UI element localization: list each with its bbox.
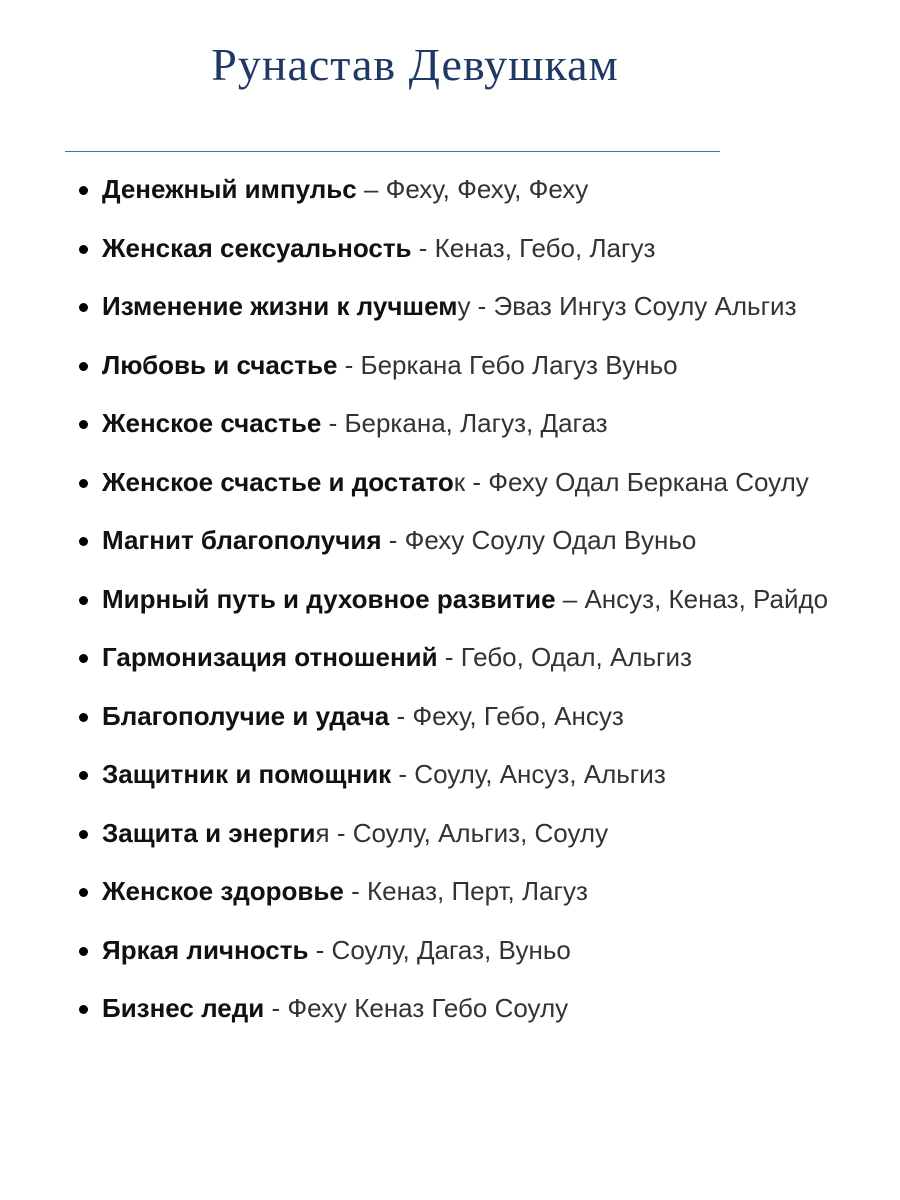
runestave-list [75, 170, 835, 1048]
item-topic: Магнит благополучия [102, 525, 382, 555]
item-runes: к - Феху Одал Беркана Соулу [453, 466, 809, 497]
list-item [75, 404, 835, 443]
item-topic: Бизнес леди [102, 993, 265, 1023]
list-item [75, 814, 835, 853]
page-title: Рунастав Девушкам [211, 39, 619, 90]
bullet-icon [79, 888, 88, 897]
item-topic: Гармонизация отношений [102, 642, 438, 672]
list-item [75, 872, 835, 911]
bullet-icon [79, 947, 88, 956]
item-topic: Женское здоровье [102, 876, 344, 906]
item-topic: Денежный импульс [102, 174, 357, 204]
item-runes: - Беркана Гебо Лагуз Вуньо [337, 349, 678, 380]
bullet-icon [79, 186, 88, 195]
item-topic: Яркая личность [102, 934, 309, 965]
bullet-icon [79, 537, 88, 546]
list-item [75, 170, 835, 209]
item-runes: – Ансуз, Кеназ, Райдо [555, 583, 829, 614]
bullet-icon [79, 303, 88, 312]
list-item [75, 521, 835, 560]
bullet-icon [79, 654, 88, 663]
item-runes: - Гебо, Одал, Альгиз [437, 642, 692, 672]
item-topic: Благополучие и удача [102, 700, 390, 731]
bullet-icon [79, 362, 88, 371]
item-runes: - Кеназ, Перт, Лагуз [343, 876, 588, 906]
bullet-icon [79, 713, 88, 722]
item-topic: Женское счастье [102, 408, 322, 438]
list-item [75, 638, 835, 677]
bullet-icon [79, 1005, 88, 1014]
list-item [75, 697, 835, 736]
item-runes: у - Эваз Ингуз Соулу Альгиз [457, 291, 797, 321]
item-runes: - Соулу, Ансуз, Альгиз [391, 759, 666, 789]
item-runes: - Феху Соулу Одал Вуньо [381, 525, 697, 555]
title-divider [65, 151, 720, 152]
item-topic: Женская сексуальность [102, 232, 412, 263]
item-runes: - Соулу, Дагаз, Вуньо [308, 934, 571, 965]
bullet-icon [79, 596, 88, 605]
list-item [75, 989, 835, 1028]
bullet-icon [79, 830, 88, 839]
item-topic: Защитник и помощник [102, 759, 392, 789]
item-topic: Любовь и счастье [102, 349, 338, 380]
list-item [75, 463, 835, 502]
list-item [75, 580, 835, 619]
item-topic: Мирный путь и духовное развитие [102, 583, 556, 614]
item-runes: я - Соулу, Альгиз, Соулу [315, 817, 609, 848]
item-topic: Изменение жизни к лучшем [102, 291, 458, 321]
list-item [75, 931, 835, 970]
list-item [75, 229, 835, 268]
item-runes: - Феху Кеназ Гебо Соулу [264, 993, 569, 1023]
item-runes: – Феху, Феху, Феху [356, 174, 589, 204]
item-runes: - Кеназ, Гебо, Лагуз [411, 232, 656, 263]
bullet-icon [79, 771, 88, 780]
item-runes: - Феху, Гебо, Ансуз [389, 700, 624, 731]
item-topic: Женское счастье и достато [102, 466, 454, 497]
item-topic: Защита и энерги [102, 817, 316, 848]
list-item [75, 346, 835, 385]
bullet-icon [79, 479, 88, 488]
list-item [75, 287, 835, 326]
bullet-icon [79, 245, 88, 254]
list-item [75, 755, 835, 794]
item-runes: - Беркана, Лагуз, Дагаз [321, 408, 608, 438]
bullet-icon [79, 420, 88, 429]
